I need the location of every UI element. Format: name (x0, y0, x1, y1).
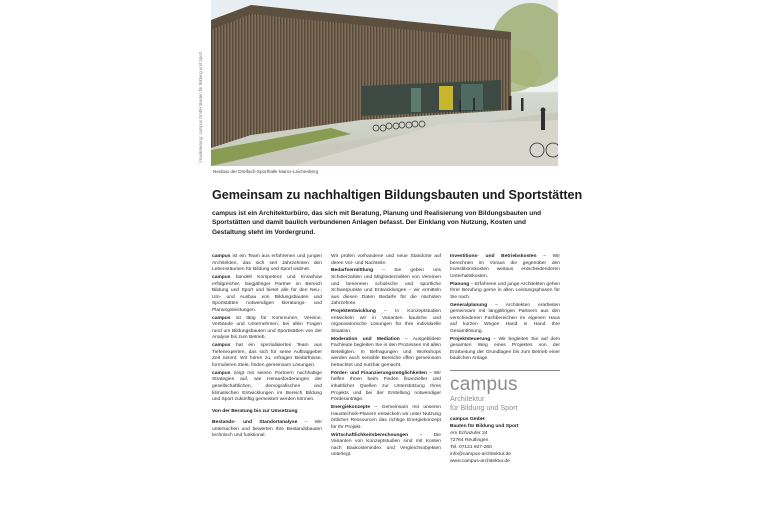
building-illustration (211, 0, 558, 166)
paragraph-lead-word: Moderation und Mediation (331, 336, 400, 342)
photo-caption: Neubau der Dreifach-Sporthalle Marxx-Leichenberg (213, 169, 319, 174)
paragraph (450, 303, 560, 336)
paragraph-text: bündelt Kompetenz und Knowhow erfolgreicher, langjähriger Partner im Bereich Bildung und Sport und bietet alle für den Neu-, Um- und Ausbau von Bildungsbauten und Sportstätten notwendigen Beratungs- und Planungsleistungen. (212, 275, 322, 313)
paragraph-lead-word: campus (212, 275, 231, 281)
column-3 (450, 254, 560, 465)
paragraph-text: – Architekten erarbeiten gemeinsam mit langjährigen Partnern aus den verschiedenen Fachbereichen im eigenen Haus auf kurzen Wegen Hand in Hand Ihre Gesamtlösung. (450, 302, 560, 334)
contact-block (450, 417, 560, 465)
paragraph-text: – Wir helfen Ihnen beim Finden finanzieller und inhaltlicher Quellen zur Unterstützung Ihres Projekts und bei der Erstellung notwendiger Förderanträge. (331, 370, 441, 403)
paragraph (450, 282, 560, 302)
column-2 (331, 254, 441, 460)
building-photo (211, 0, 558, 166)
paragraph-text: hat ein spezialisiertes Team aus Tiefenexperten, das sich für seine Auftraggeber Zeit nimmt: Wir hören zu, erfragen Bedürfnisse, formulieren Ziele, finden gemeinsam Lösungen. (212, 343, 322, 368)
paragraph-lead-word: Projektentwicklung (331, 309, 376, 315)
paragraph (212, 371, 322, 404)
paragraph-text: – Wir begleiten Sie auf dem gesamten Weg eines Projektes von der Erarbeitung der Grundlagen bis zum Betrieb einer baulichen Anlage. (450, 336, 560, 362)
paragraph-text: – Gemeinsam mit unseren Haustechnik-Planern entwickeln wir unter Nutzung örtlicher Ressourcen das richtige Energiekonzept für Ihr Projekt. (331, 404, 441, 430)
paragraph-text: – Ausgebildete Fachleute begleiten Sie in den Prozessen mit allen Beteiligten. In Befragungen und Workshops werden auch sensible Bereiche offen gemeinsam betrachtet und nutzbar gemacht. (331, 336, 441, 368)
logo-tagline-2: für Bildung und Sport (450, 402, 518, 412)
column-1 (212, 254, 322, 441)
paragraph (331, 371, 441, 404)
article-title: Gemeinsam zu nachhaltigen Bildungsbauten und Sportstätten (212, 188, 583, 202)
paragraph-text: – Erfahrene und junge Architekten gehen Ihrer Berufung gerne in allen Leistungsphasen für Sie nach. (450, 281, 560, 300)
paragraph (450, 337, 560, 363)
paragraph-lead-word: Wirtschaftlichkeitsberechnungen (331, 432, 409, 438)
company-email[interactable]: info@campus-architektur.de (450, 451, 511, 457)
paragraph-text: Wir prüfen vorhandene und neue Standorte auf deren Vor- und Nachteile. (331, 254, 441, 266)
paragraph (212, 275, 322, 314)
logo-divider (450, 370, 560, 371)
paragraph-lead-word: campus (212, 254, 231, 259)
company-web[interactable]: www.campus-architektur.de (450, 458, 510, 464)
paragraph (212, 343, 322, 369)
company-city: 72764 Reutlingen (450, 437, 489, 443)
paragraph-lead-word: Planung (450, 281, 470, 287)
paragraph-lead-word: campus (212, 315, 231, 321)
paragraph (331, 309, 441, 335)
paragraph (331, 337, 441, 370)
paragraph-lead-word: Förder- und Finanzierungsmöglichkeiten (331, 370, 428, 376)
paragraph-text: ist tätig für Kommunen, Vereine, Verbände und Unternehmen, bei allen Fragen rund um Bildungsbauten und Sportstätten von der Analyse bis zum Betrieb. (212, 315, 322, 341)
campus-logo: campus (450, 373, 518, 395)
photo-credit-vertical: Visualisierung: campus GmbH Bauten für Bildung und Sport (198, 51, 203, 163)
paragraph-lead-word: Bedarfsermittlung (331, 268, 374, 274)
paragraph-text: – Die Varianten von Konzeptstudien sind mit Kosten nach Baukostenindex und Vergleichsobjekten unterlegt. (331, 432, 441, 458)
paragraph (212, 316, 322, 342)
paragraph (450, 254, 560, 280)
paragraph-lead-word: campus (212, 343, 231, 349)
paragraph-lead-word: Projektsteuerung (450, 336, 491, 342)
paragraph-lead-word: Energiekonzepte (331, 404, 371, 410)
company-name: campus GmbH (450, 417, 485, 423)
paragraph-lead-word: Generalplanung (450, 302, 488, 308)
paragraph-lead-word: Bestands- und Standortanalyse (212, 420, 298, 426)
paragraph-text: – In Konzeptstudien entwickeln wir in Varianten bauliche und organisatorische Lösungen für Ihre individuelle Situation. (331, 309, 441, 334)
paragraph (331, 433, 441, 459)
paragraph-text: zeigt mit seinen Partnern nachhaltige Strategien auf, wie Herausforderungen der gesellschaftlichen, demografischen und klimatischen Entwicklungen im Bereich Bildung und Sport zukünftig gemeistert werden können. (212, 370, 322, 403)
paragraph (212, 254, 322, 274)
company-phone: Tel. 07121 927-260 (450, 444, 492, 450)
paragraph-text: – Wir untersuchen und bewerten Ihre Bestandsbauten technisch und funktional. (212, 420, 322, 439)
paragraph-text: ist ein Team aus erfahrenen und jungen Architekten, das sich seit Jahrzehnten den Lebensräumen für Bildung und Sport widmet. (212, 254, 322, 273)
section-subhead: Von der Beratung bis zur Umsetzung (212, 408, 298, 414)
paragraph-lead-word: Investitions- und Betriebskosten (450, 254, 537, 259)
paragraph-text: – Sie geben uns Schülerzahlen und Mitgliederzahlen von Vereinen und benennen schulische und sportliche Schwerpunkte und Entwicklungen – wir ermitteln aus diesen Daten Bedarfe für die nächsten Jahrzehnte. (331, 268, 441, 307)
company-street: Am Echazufer 24 (450, 430, 488, 436)
article-lead: campus ist ein Architekturbüro, das sich mit Beratung, Planung und Realisierung von Bildungsbauten und Sportstätten und damit baulich verbundenen Anlagen befasst. Der Einklang von Nutzung, Kosten und Gestaltung steht im Vordergrund. (212, 210, 542, 236)
paragraph (331, 268, 441, 307)
paragraph-lead-word: campus (212, 370, 231, 376)
paragraph (212, 420, 322, 440)
paragraph (331, 254, 441, 267)
paragraph-text: – Wir berechnen im Voraus die gegenüber den Investitionskosten weitaus entscheidenderen Unterhaltskosten. (450, 254, 560, 279)
paragraph (331, 405, 441, 431)
logo-tagline-1: Architektur (450, 393, 485, 403)
company-name-2: Bauten für Bildung und Sport (450, 424, 519, 430)
